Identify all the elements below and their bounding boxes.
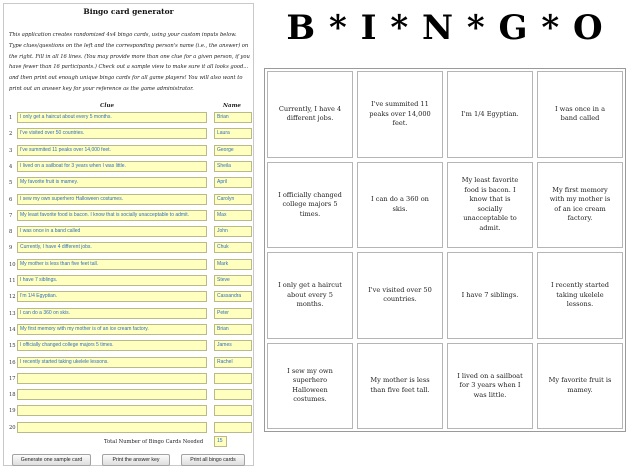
- row-number: 8: [9, 229, 13, 236]
- name-input[interactable]: Sheila: [214, 161, 252, 172]
- clue-input[interactable]: I've visited over 50 countries.: [17, 128, 207, 139]
- bingo-card-grid: [264, 68, 626, 432]
- name-input[interactable]: Cassandra: [214, 291, 252, 302]
- clue-input[interactable]: I was once in a band called: [17, 226, 207, 237]
- bingo-cell: My least favorite food is bacon. I know that is socially unacceptable to admit.: [447, 162, 533, 249]
- row-number: 2: [9, 131, 13, 138]
- row-number: 17: [9, 375, 16, 382]
- name-input[interactable]: Laura: [214, 128, 252, 139]
- name-input[interactable]: Chuk: [214, 242, 252, 253]
- name-input[interactable]: Steve: [214, 275, 252, 286]
- row-number: 6: [9, 196, 13, 203]
- clue-row: [4, 322, 253, 339]
- row-number: 3: [9, 147, 13, 154]
- name-input[interactable]: Mark: [214, 259, 252, 270]
- clue-row: [4, 257, 253, 274]
- clue-row: [4, 110, 253, 127]
- form-description: This application creates randomized 4x4 bingo cards, using your custom inputs below. Type clues/questions on the left and the corresponding person's name (i.e., the answer) on the right. Fill in all 16 lines. (You may provide more than one clue for a given person, if you have fewer than 16 participants.) Check out a sample view to make sure it all looks good... and then print out enough unique bingo cards for all game players! You will also want to print out an answer key for your reference as the game administrator.: [9, 32, 250, 92]
- name-input[interactable]: [214, 422, 252, 433]
- name-input[interactable]: John: [214, 226, 252, 237]
- name-input[interactable]: Carolyn: [214, 194, 252, 205]
- bingo-cell: I can do a 360 on skis.: [357, 162, 443, 249]
- name-input[interactable]: [214, 405, 252, 416]
- clue-input[interactable]: [17, 422, 207, 433]
- bingo-cell: My first memory with my mother is of an ice cream factory.: [537, 162, 623, 249]
- row-number: 4: [9, 163, 13, 170]
- clue-input[interactable]: I've summited 11 peaks over 14,000 feet.: [17, 145, 207, 156]
- clue-row: [4, 420, 253, 437]
- row-number: 5: [9, 180, 13, 187]
- total-cards-input[interactable]: 15: [214, 436, 227, 447]
- bingo-cell: My favorite fruit is mamey.: [537, 343, 623, 430]
- name-input[interactable]: [214, 389, 252, 400]
- clue-input[interactable]: I'm 1/4 Egyptian.: [17, 291, 207, 302]
- clue-row: [4, 306, 253, 323]
- name-input[interactable]: Brian: [214, 112, 252, 123]
- clue-row: [4, 355, 253, 372]
- row-number: 7: [9, 212, 13, 219]
- row-number: 20: [9, 424, 16, 431]
- clue-row: [4, 159, 253, 176]
- bingo-cell: I sew my own superhero Halloween costumes.: [267, 343, 353, 430]
- row-number: 12: [9, 294, 16, 301]
- clue-row: [4, 289, 253, 306]
- clue-row: [4, 175, 253, 192]
- clue-input[interactable]: I lived on a sailboat for 3 years when I was little.: [17, 161, 207, 172]
- row-number: 16: [9, 359, 16, 366]
- form-title: Bingo card generator: [83, 7, 174, 16]
- clue-input[interactable]: My least favorite food is bacon. I know that is socially unacceptable to admit.: [17, 210, 207, 221]
- bingo-cell: My mother is less than five feet tall.: [357, 343, 443, 430]
- clue-input[interactable]: I sew my own superhero Halloween costumes.: [17, 194, 207, 205]
- row-number: 11: [9, 278, 16, 284]
- clue-input[interactable]: [17, 389, 207, 400]
- bingo-cell: Currently, I have 4 different jobs.: [267, 71, 353, 158]
- print-answer-key-button[interactable]: Print the answer key: [102, 454, 170, 466]
- row-number: 18: [9, 392, 16, 399]
- bingo-title: B * I * N * G * O: [286, 8, 604, 48]
- bingo-form-panel: [3, 3, 254, 466]
- clue-row: [4, 371, 253, 388]
- clue-row: [4, 126, 253, 143]
- bingo-cell: I've summited 11 peaks over 14,000 feet.: [357, 71, 443, 158]
- name-input[interactable]: April: [214, 177, 252, 188]
- row-number: 1: [9, 115, 13, 121]
- row-number: 14: [9, 326, 16, 333]
- clue-row: [4, 240, 253, 257]
- bingo-cell: I recently started taking ukelele lessons.: [537, 252, 623, 339]
- bingo-cell: I've visited over 50 countries.: [357, 252, 443, 339]
- clue-row: [4, 273, 253, 290]
- clue-input[interactable]: Currently, I have 4 different jobs.: [17, 242, 207, 253]
- bingo-cell: I lived on a sailboat for 3 years when I was little.: [447, 343, 533, 430]
- clue-column-header: Clue: [100, 103, 114, 109]
- bingo-cell: I'm 1/4 Egyptian.: [447, 71, 533, 158]
- clue-row: [4, 338, 253, 355]
- clue-input[interactable]: [17, 373, 207, 384]
- name-column-header: Name: [223, 103, 241, 109]
- clue-row: [4, 387, 253, 404]
- clue-input[interactable]: I have 7 siblings.: [17, 275, 207, 286]
- name-input[interactable]: [214, 373, 252, 384]
- clue-input[interactable]: I officially changed college majors 5 times.: [17, 340, 207, 351]
- name-input[interactable]: Max: [214, 210, 252, 221]
- clue-input[interactable]: I only get a haircut about every 5 months.: [17, 112, 207, 123]
- row-number: 15: [9, 343, 16, 350]
- clue-input[interactable]: My mother is less than five feet tall.: [17, 259, 207, 270]
- print-all-cards-button[interactable]: Print all bingo cards: [181, 454, 245, 466]
- bingo-cell: I have 7 siblings.: [447, 252, 533, 339]
- bingo-cell: I only get a haircut about every 5 months.: [267, 252, 353, 339]
- clue-input[interactable]: I can do a 360 on skis.: [17, 308, 207, 319]
- row-number: 10: [9, 261, 16, 268]
- row-number: 19: [9, 408, 16, 415]
- clue-input[interactable]: [17, 405, 207, 416]
- name-input[interactable]: George: [214, 145, 252, 156]
- clue-row: [4, 403, 253, 420]
- clue-input[interactable]: My first memory with my mother is of an ice cream factory.: [17, 324, 207, 335]
- clue-row: [4, 208, 253, 225]
- bingo-cell: I was once in a band called: [537, 71, 623, 158]
- name-input[interactable]: Rachel: [214, 357, 252, 368]
- name-input[interactable]: James: [214, 340, 252, 351]
- bingo-cell: I officially changed college majors 5 times.: [267, 162, 353, 249]
- clue-input[interactable]: I recently started taking ukelele lessons.: [17, 357, 207, 368]
- generate-sample-button[interactable]: Generate one sample card: [12, 454, 91, 466]
- name-input[interactable]: Brian: [214, 324, 252, 335]
- clue-row: [4, 143, 253, 160]
- clue-row: [4, 192, 253, 209]
- name-input[interactable]: Peter: [214, 308, 252, 319]
- row-number: 9: [9, 245, 13, 252]
- row-number: 13: [9, 310, 16, 317]
- total-cards-label: Total Number of Bingo Cards Needed: [104, 439, 204, 445]
- clue-row: [4, 224, 253, 241]
- clue-input[interactable]: My favorite fruit is mamey.: [17, 177, 207, 188]
